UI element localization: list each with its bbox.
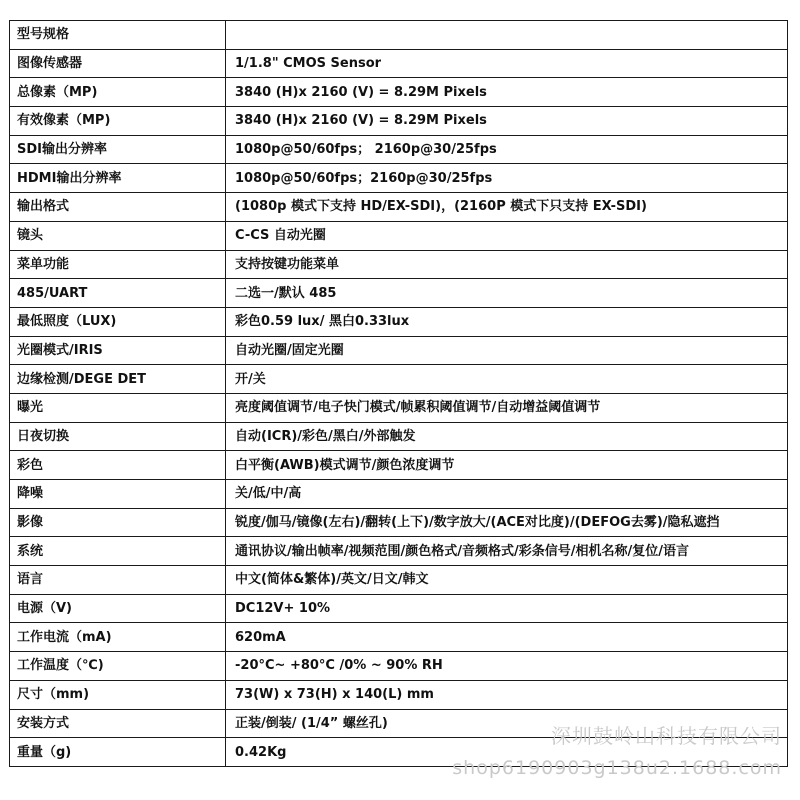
- spec-value-cell: 3840 (H)x 2160 (V) = 8.29M Pixels: [226, 78, 788, 107]
- table-row: [10, 78, 788, 107]
- spec-table: [9, 20, 788, 767]
- spec-label-cell: 工作电流（mA): [10, 623, 226, 652]
- table-row: [10, 680, 788, 709]
- spec-label-cell: 图像传感器: [10, 49, 226, 78]
- spec-label-cell: 影像: [10, 508, 226, 537]
- table-row: [10, 307, 788, 336]
- table-row: [10, 451, 788, 480]
- spec-label-cell: 电源（V): [10, 594, 226, 623]
- spec-value-cell: 亮度阈值调节/电子快门模式/帧累积阈值调节/自动增益阈值调节: [226, 393, 788, 422]
- spec-label-cell: 曝光: [10, 393, 226, 422]
- spec-label-cell: 重量（g): [10, 738, 226, 767]
- table-row: [10, 623, 788, 652]
- spec-label-cell: 输出格式: [10, 193, 226, 222]
- table-row: [10, 336, 788, 365]
- table-row: [10, 193, 788, 222]
- spec-value-cell: 关/低/中/高: [226, 480, 788, 509]
- spec-value-cell: 自动光圈/固定光圈: [226, 336, 788, 365]
- table-row: [10, 365, 788, 394]
- spec-label-cell: 总像素（MP): [10, 78, 226, 107]
- spec-value-cell: 锐度/伽马/镜像(左右)/翻转(上下)/数字放大/(ACE对比度)/(DEFOG去雾)/隐私遮挡: [226, 508, 788, 537]
- spec-label-cell: 有效像素（MP): [10, 107, 226, 136]
- spec-label-cell: 安装方式: [10, 709, 226, 738]
- spec-value-cell: -20°C~ +80°C /0% ~ 90% RH: [226, 652, 788, 681]
- spec-value-cell: DC12V+ 10%: [226, 594, 788, 623]
- spec-label-cell: 边缘检测/DEGE DET: [10, 365, 226, 394]
- spec-value-cell: 通讯协议/输出帧率/视频范围/颜色格式/音频格式/彩条信号/相机名称/复位/语言: [226, 537, 788, 566]
- spec-value-cell: C-CS 自动光圈: [226, 221, 788, 250]
- table-row: [10, 652, 788, 681]
- spec-value-cell: 白平衡(AWB)模式调节/颜色浓度调节: [226, 451, 788, 480]
- spec-label-cell: 镜头: [10, 221, 226, 250]
- spec-value-cell: 1080p@50/60fps； 2160p@30/25fps: [226, 135, 788, 164]
- table-row: [10, 279, 788, 308]
- spec-value-cell: 73(W) x 73(H) x 140(L) mm: [226, 680, 788, 709]
- table-row: [10, 566, 788, 595]
- table-row: [10, 393, 788, 422]
- table-row: [10, 221, 788, 250]
- watermark-company: 深圳鼓岭山科技有限公司: [551, 724, 782, 748]
- spec-label-cell: 菜单功能: [10, 250, 226, 279]
- spec-label-cell: 降噪: [10, 480, 226, 509]
- spec-value-cell: 1080p@50/60fps；2160p@30/25fps: [226, 164, 788, 193]
- table-row: [10, 594, 788, 623]
- spec-value-cell: 1/1.8" CMOS Sensor: [226, 49, 788, 78]
- spec-label-cell: 尺寸（mm): [10, 680, 226, 709]
- table-row: [10, 250, 788, 279]
- spec-value-cell: 620mA: [226, 623, 788, 652]
- spec-value-cell: 自动(ICR)/彩色/黑白/外部触发: [226, 422, 788, 451]
- spec-label-cell: 彩色: [10, 451, 226, 480]
- spec-value-cell: 中文(简体&繁体)/英文/日文/韩文: [226, 566, 788, 595]
- spec-label-cell: 工作温度（℃): [10, 652, 226, 681]
- spec-label-cell: 最低照度（LUX): [10, 307, 226, 336]
- table-row: [10, 107, 788, 136]
- spec-label-cell: 型号规格: [10, 21, 226, 50]
- spec-label-cell: HDMI输出分辨率: [10, 164, 226, 193]
- spec-label-cell: 485/UART: [10, 279, 226, 308]
- watermark-shop-url: shop6190903g138u2.1688.com: [452, 757, 782, 779]
- spec-value-cell: 彩色0.59 lux/ 黑白0.33lux: [226, 307, 788, 336]
- table-row: [10, 135, 788, 164]
- spec-label-cell: 日夜切换: [10, 422, 226, 451]
- spec-value-cell: 支持按键功能菜单: [226, 250, 788, 279]
- spec-table-body: [10, 21, 788, 767]
- table-row: [10, 537, 788, 566]
- spec-value-cell: 正装/倒装/ (1/4” 螺丝孔): [226, 709, 788, 738]
- table-row: [10, 508, 788, 537]
- spec-label-cell: 语言: [10, 566, 226, 595]
- table-row: [10, 480, 788, 509]
- spec-value-cell: (1080p 模式下支持 HD/EX-SDI)，(2160P 模式下只支持 EX-SDI): [226, 193, 788, 222]
- table-row: [10, 164, 788, 193]
- spec-value-cell: 二选一/默认 485: [226, 279, 788, 308]
- spec-label-cell: 光圈模式/IRIS: [10, 336, 226, 365]
- spec-value-cell: [226, 21, 788, 50]
- spec-value-cell: 3840 (H)x 2160 (V) = 8.29M Pixels: [226, 107, 788, 136]
- table-row: [10, 21, 788, 50]
- table-row: [10, 49, 788, 78]
- spec-label-cell: SDI输出分辨率: [10, 135, 226, 164]
- spec-label-cell: 系统: [10, 537, 226, 566]
- table-row: [10, 422, 788, 451]
- spec-value-cell: 0.42Kg: [226, 738, 788, 767]
- spec-value-cell: 开/关: [226, 365, 788, 394]
